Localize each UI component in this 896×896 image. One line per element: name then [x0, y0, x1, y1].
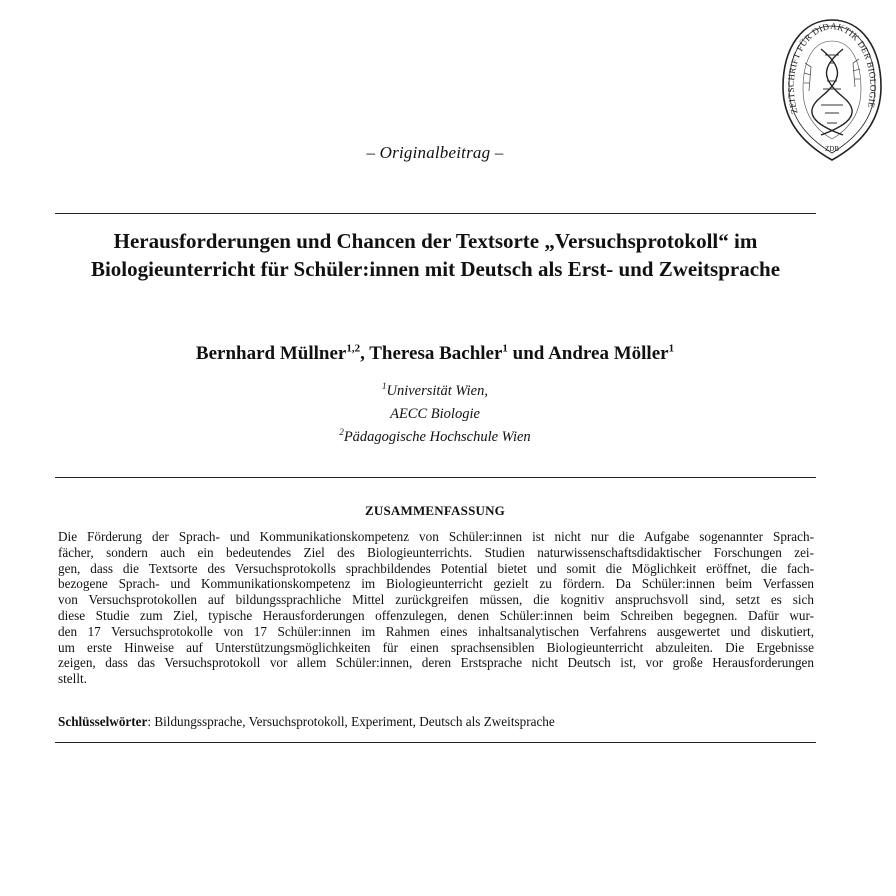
author-line [0, 343, 870, 365]
affiliation-text: Pädagogische Hochschule Wien [343, 429, 531, 445]
author-name: Bernhard Müllner [195, 343, 347, 364]
abstract-line: um erste Hinweise auf Unterstützungsmöglichkeiten für einen sprachsensiblen Biologieunterricht abzuleiten. Die Ergebnisse [58, 639, 814, 655]
svg-text:ZEITSCHRIFT FÜR DIDAKTIK DER B: ZEITSCHRIFT FÜR DIDAKTIK DER BIOLOGIE [785, 20, 879, 115]
dna-helix-seal-icon [781, 17, 883, 163]
abstract-line: bezogene Sprach- und Kommunikationskompetenz im Biologieunterricht gezielt zu fördern. Da Schüler:innen beim Verfassen [58, 576, 814, 592]
abstract-line: gen, dass die Textsorte des Versuchsprotokolls sprachbildendes Potential bietet und somit die Möglichkeit eröffnet, die fach- [58, 560, 814, 576]
abstract-divider [55, 742, 816, 743]
author-separator: , [360, 343, 370, 364]
article-title: Herausforderungen und Chancen der Textsorte „Versuchsprotokoll“ im Biologieunterricht für Schüler:innen mit Deutsch als Erst- und Zweitsprache [90, 229, 781, 281]
author-affiliation-mark: 1 [502, 342, 508, 355]
affiliation-text: AECC Biologie [390, 406, 480, 422]
abstract-heading: ZUSAMMENFASSUNG [365, 503, 505, 518]
author-name: Andrea Möller [548, 343, 669, 364]
affiliation-line [0, 426, 870, 449]
affiliation-divider [55, 477, 816, 478]
abstract-line: fächer, sondern auch ein bedeutendes Ziel des Biologieunterrichts. Studien naturwissenschaftsdidaktischer Forschungen zei- [58, 544, 814, 560]
svg-text:ZDB: ZDB [825, 145, 839, 153]
abstract-line: den 17 Versuchsprotokolle von 17 Schüler:innen im Rahmen eines inhaltsanalytischen Verfahrens ausgewertet und diskutiert, [58, 623, 814, 639]
affiliation-line [0, 403, 870, 426]
affiliation-line [0, 380, 870, 403]
keywords-text: : Bildungssprache, Versuchsprotokoll, Experiment, Deutsch als Zweitsprache [147, 714, 555, 729]
header-divider [55, 213, 816, 214]
author-separator: und [507, 343, 549, 364]
abstract-body [58, 529, 814, 687]
affiliation-mark: 2 [339, 427, 344, 438]
affiliation-text: Universität Wien, [386, 383, 488, 399]
journal-seal-logo [781, 17, 883, 163]
abstract-line: stellt. [58, 671, 87, 687]
keywords [58, 714, 814, 730]
affiliation-mark: 1 [382, 381, 387, 392]
article-type: – Originalbeitrag – [366, 143, 504, 162]
abstract-line: Die Förderung der Sprach- und Kommunikationskompetenz von Schüler:innen ist nicht nur die Aufgabe sogenannter Sprach- [58, 529, 814, 544]
keywords-label: Schlüsselwörter [58, 714, 148, 729]
abstract-line: zeigen, dass das Versuchsprotokoll vor allem Schüler:innen, deren Erstsprache nicht Deutsch ist, vor große Herausforderungen [58, 655, 814, 671]
abstract-line: diese Studie zum Ziel, typische Herausforderungen offenzulegen, denen Schüler:innen beim Schreiben begegnen. Dafür wur- [58, 607, 814, 623]
author-name: Theresa Bachler [369, 343, 503, 364]
author-affiliation-mark: 1,2 [346, 342, 361, 355]
affiliations [0, 380, 870, 449]
author-affiliation-mark: 1 [668, 342, 675, 355]
abstract-line: von Versuchsprotokollen auf bildungssprachliche Mittel zurückgreifen müssen, die kognitiv anspruchsvoll sind, setzt es sich [58, 592, 814, 608]
